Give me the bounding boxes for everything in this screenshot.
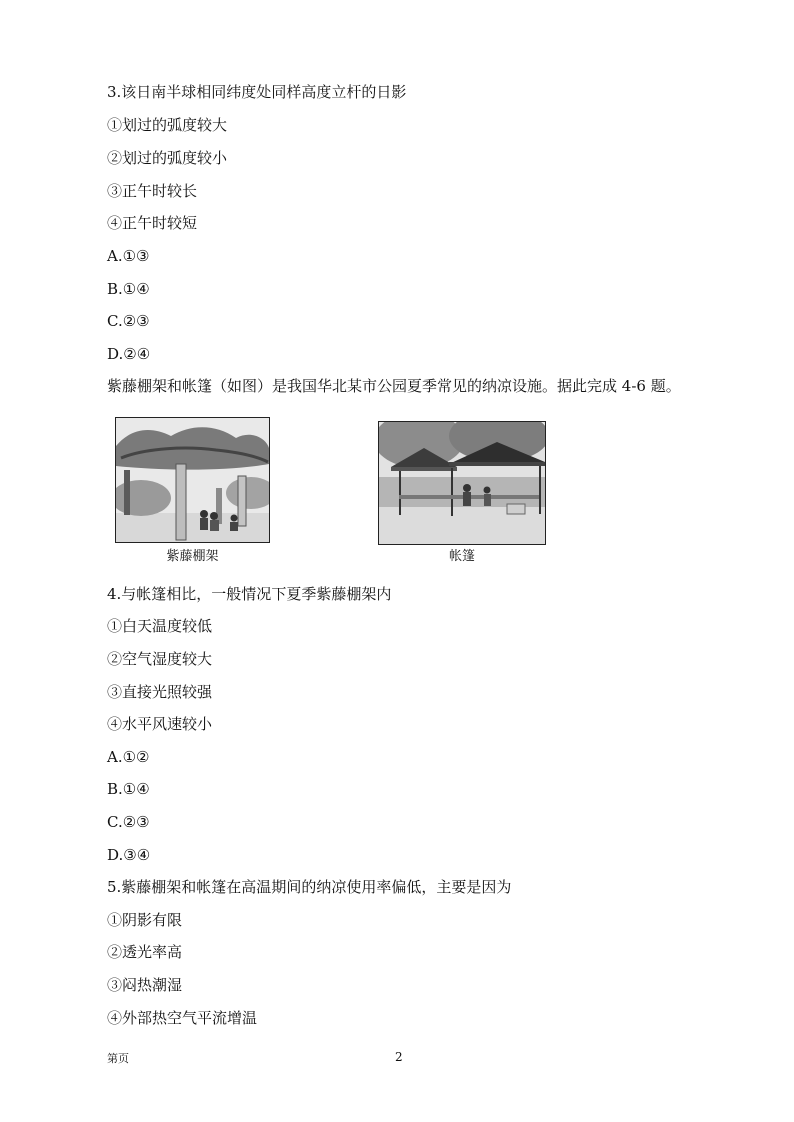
q4-choice-a: A.①② [107, 748, 150, 766]
q3-option-2: ②划过的弧度较小 [107, 149, 228, 167]
q3-option-4: ④正午时较短 [107, 214, 198, 232]
q5-option-1: ①阴影有限 [107, 911, 183, 929]
q3-option-3: ③正午时较长 [107, 182, 198, 200]
q5-option-4: ④外部热空气平流增温 [107, 1009, 258, 1027]
question-3-stem: 3.该日南半球相同纬度处同样高度立杆的日影 [107, 83, 407, 101]
wisteria-pergola-photo [115, 417, 270, 543]
footer-page-number: 2 [395, 1050, 403, 1064]
question-4-stem: 4.与帐篷相比，一般情况下夏季紫藤棚架内 [107, 585, 392, 603]
q3-choice-a: A.①③ [107, 247, 150, 265]
q5-option-3: ③闷热潮湿 [107, 976, 183, 994]
q3-choice-c: C.②③ [107, 312, 150, 330]
intro-paragraph: 紫藤棚架和帐篷（如图）是我国华北某市公园夏季常见的纳凉设施。据此完成 4-6 题。 [107, 377, 681, 395]
tent-photo [378, 421, 546, 545]
q3-choice-d: D.②④ [107, 345, 151, 363]
q4-choice-d: D.③④ [107, 846, 151, 864]
q3-option-1: ①划过的弧度较大 [107, 116, 228, 134]
q4-choice-b: B.①④ [107, 780, 150, 798]
q3-choice-b: B.①④ [107, 280, 150, 298]
footer-page-label: 第页 [107, 1052, 129, 1065]
question-5-stem: 5.紫藤棚架和帐篷在高温期间的纳凉使用率偏低，主要是因为 [107, 878, 512, 896]
q4-option-4: ④水平风速较小 [107, 715, 213, 733]
right-photo-caption: 帐篷 [448, 549, 475, 564]
q5-option-2: ②透光率高 [107, 943, 183, 961]
q4-option-2: ②空气湿度较大 [107, 650, 213, 668]
q4-choice-c: C.②③ [107, 813, 150, 831]
q4-option-3: ③直接光照较强 [107, 683, 213, 701]
q4-option-1: ①白天温度较低 [107, 617, 213, 635]
left-photo-caption: 紫藤棚架 [166, 549, 219, 564]
